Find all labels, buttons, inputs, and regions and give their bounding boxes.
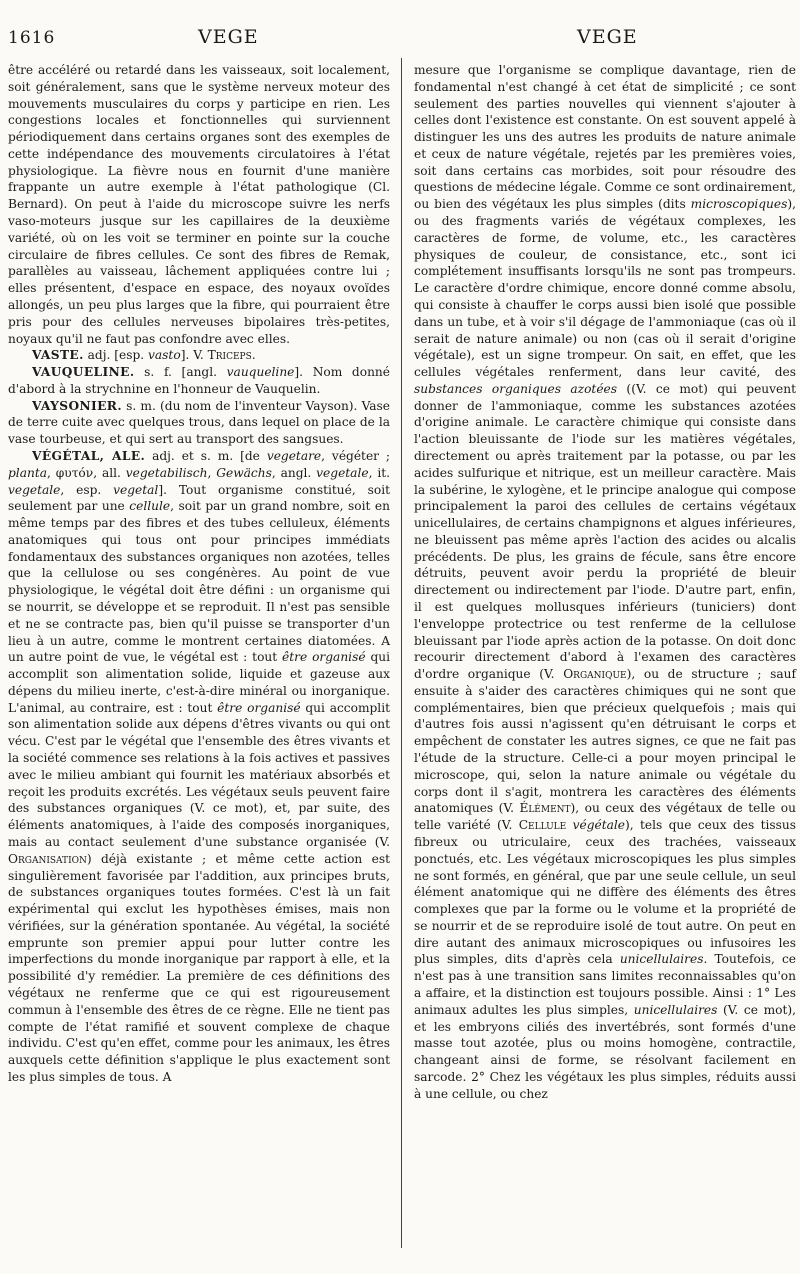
- cross-reference: Cellule: [518, 818, 567, 833]
- entry-vegetal: VÉGÉTAL, ALE. adj. et s. m. [de vegetare, végéter ; planta, φυτόν, all. vegetabilisch, Gewächs, angl. vegetale, it. vegetale, esp. vegetal]. Tout organisme constitué, soit seulement par une cellule, soit par un grand nombre, soit en même temps par des fibres et des tubes celluleux, éléments anatomiques qui tous ont pour principes immédiats fondamentaux des substances organiques non azotées, telles que la cellulose ou ses congénères. Au point de vue physiologique, le végétal doit être défini : un organisme qui se nourrit, se développe et se reproduit. Il n'est pas sensible et ne se contracte pas, bien qu'il puisse se transporter d'un lieu à un autre, comme le montrent certaines diatomées. A un autre point de vue, le végétal est : tout être organisé qui accomplit son alimentation solide, liquide et gazeuse aux dépens du milieu inerte, c'est-à-dire minéral ou inorganique. L'animal, au contraire, est : tout être organisé qui accomplit son alimentation solide aux dépens d'êtres vivants ou qui ont vécu. C'est par le végétal que l'ensemble des êtres vivants et la société commence ses relations à la fois actives et passives avec le milieu ambiant qui fournit les matériaux absorbés et reçoit les produits excrétés. Les végétaux seuls peuvent faire des substances organiques (V. ce mot), et, par suite, des éléments anatomiques, à l'aide des composés inorganiques, mais au contact seulement d'une substance organisée (V. Organisation) déjà existante ; et même cette action est singulièrement favorisée par l'addition, aux principes bruts, de substances organiques toutes formées. C'est là un fait expérimental qui exclut les hypothèses émises, mais non vérifiées, sur la génération spontanée. Au végétal, la société emprunte son premier appui pour lutter contre les imperfections du monde inorganique par rapport à elle, et la possibilité d'y remédier. La première de ces définitions des végétaux ne renferme que ce qui est rigoureusement commun à l'ensemble des êtres de ce règne. Elle ne tient pas compte de l'état ramifié et souvent complexe de chaque individu. C'est qu'en effet, comme pour les animaux, les êtres auxquels cette définition s'applique le plus exactement sont les plus simples de tous. A: [8, 448, 390, 1084]
- running-head-left: VEGE: [198, 26, 259, 48]
- column-divider: [401, 58, 402, 1248]
- headword-vaysonier: VAYSONIER.: [32, 398, 122, 413]
- entry-vaysonier: VAYSONIER. s. m. (du nom de l'inventeur Vayson). Vase de terre cuite avec quelques trous, dans lequel on place de la vase tourbeuse, et qui sert au transport des sangsues.: [8, 398, 390, 447]
- right-column: [414, 62, 796, 1102]
- left-column: [8, 62, 390, 1086]
- cross-reference: Élément: [519, 801, 571, 816]
- continued-paragraph: être accéléré ou retardé dans les vaisseaux, soit localement, soit généralement, sans que le système nerveux moteur des mouvements musculaires du corps y participe en rien. Les congestions locales et fonctionnelles qui surviennent périodiquement dans certains organes sont des exemples de cette indépendance des mouvements circulatoires à l'état physiologique. La fièvre nous en fournit d'une manière frappante un autre exemple à l'état pathologique (Cl. Bernard). On peut à l'aide du microscope suivre les nerfs vaso-moteurs jusque sur les capillaires de la deuxième variété, où on les voit se terminer en pointe sur la couche circulaire de fibres cellules. Ce sont des fibres de Remak, parallèles au vaisseau, lâchement appliquées contre lui ; elles présentent, d'espace en espace, des noyaux ovoïdes allongés, un peu plus larges que la fibre, qui pourraient être pris pour des cellules nerveuses bipolaires très-petites, noyaux qu'il ne faut pas confondre avec elles.: [8, 63, 390, 346]
- cross-reference: Triceps: [207, 348, 252, 363]
- entry-vauqueline: VAUQUELINE. s. f. [angl. vauqueline]. Nom donné d'abord à la strychnine en l'honneur de Vauquelin.: [8, 365, 390, 396]
- page-number: 1616: [8, 28, 56, 48]
- cross-reference: Organique: [563, 667, 627, 682]
- headword-vegetal: VÉGÉTAL, ALE.: [32, 448, 146, 463]
- vegetal-continued-paragraph: mesure que l'organisme se complique davantage, rien de fondamental n'est changé à cet état de simplicité ; ce sont seulement des parties nouvelles qui viennent s'ajouter à celles dont l'existence est constante. On est souvent appelé à distinguer les uns des autres les produits de nature animale et ceux de nature végétale, rejetés par les premières voies, soit dans certains cas morbides, soit pour résoudre des questions de médecine légale. Comme ce sont ordinairement, ou bien des végétaux les plus simples (dits microscopiques), ou des fragments variés de végétaux complexes, les caractères de forme, de volume, etc., les caractères physiques de couleur, de consistance, etc., sont ici complétement insuffisants lorsqu'ils ne sont pas trompeurs. Le caractère d'ordre chimique, encore donné comme absolu, qui consiste à chauffer le corps aussi bien isolé que possible dans un tube, et à voir s'il dégage de l'ammoniaque (cas où il serait de nature animale) ou non (cas où il serait d'origine végétale), est un signe trompeur. On sait, en effet, que les cellules végétales renferment, dans leur cavité, des substances organiques azotées ((V. ce mot) qui peuvent donner de l'ammoniaque, comme les substances azotées d'origine animale. Le caractère chimique qui consiste dans l'action bleuissante de l'iode sur les matières végétales, directement ou après traitement par la potasse, ou par les acides sulfurique et nitrique, est un meilleur caractère. Mais la subérine, le xylogène, et le principe analogue qui compose principalement la paroi des cellules de certains végétaux unicellulaires, de certains champignons et algues inférieures, ne bleuissent pas même après l'action des acides ou alcalis précédents. De plus, les grains de fécule, sans être encore détruits, peuvent avoir perdu la propriété de bleuir directement ou indirectement par l'iode. D'autre part, enfin, il est quelques mollusques inférieurs (tuniciers) dont l'enveloppe protectrice ou test renferme de la cellulose bleuissant par l'iode après action de la potasse. On doit donc recourir directement d'abord à l'examen des caractères d'ordre organique (V. Organique), ou de structure ; sauf ensuite à s'aider des caractères chimiques qui ne sont que complémentaires, bien que précieux quelquefois ; mais qui d'autres fois aussi n'agissent qu'en détruisant le corps et empêchent de constater les autres signes, ce que ne fait pas l'étude de la structure. Celle-ci a pour moyen principal le microscope, qui, selon la nature animale ou végétale du corps dont il s'agit, montrera les caractères des éléments anatomiques (V. Élément), ou ceux des végétaux de telle ou telle variété (V. Cellule végétale), tels que ceux des tissus fibreux ou utriculaire, ceux des trachées, vaisseaux ponctués, etc. Les végétaux microscopiques les plus simples ne sont formés, en général, que par une seule cellule, un seul élément anatomique qui ne diffère des éléments des êtres complexes que par la forme ou le volume et la propriété de se nourrir et de se reproduire isolé de tout autre. On peut en dire autant des animaux microscopiques ou infusoires les plus simples, dits d'après cela unicellulaires. Toutefois, ce n'est pas à une transition sans limites reconnaissables qu'on a affaire, et la distinction est toujours possible. Ainsi : 1° Les animaux adultes les plus simples, unicellulaires (V. ce mot), et les embryons ciliés des invertébrés, sont formés d'une masse tout azotée, plus ou moins homogène, contractile, changeant ainsi de forme, se résolvant facilement en sarcode. 2° Chez les végétaux les plus simples, réduits aussi à une cellule, ou chez: [414, 63, 797, 1101]
- headword-vaste: VASTE.: [32, 348, 84, 363]
- headword-vauqueline: VAUQUELINE.: [32, 365, 135, 380]
- cross-reference: Organisation: [8, 851, 87, 866]
- running-head-right: VEGE: [577, 26, 638, 48]
- entry-vaste: VASTE. adj. [esp. vasto]. V. Triceps.: [32, 348, 256, 363]
